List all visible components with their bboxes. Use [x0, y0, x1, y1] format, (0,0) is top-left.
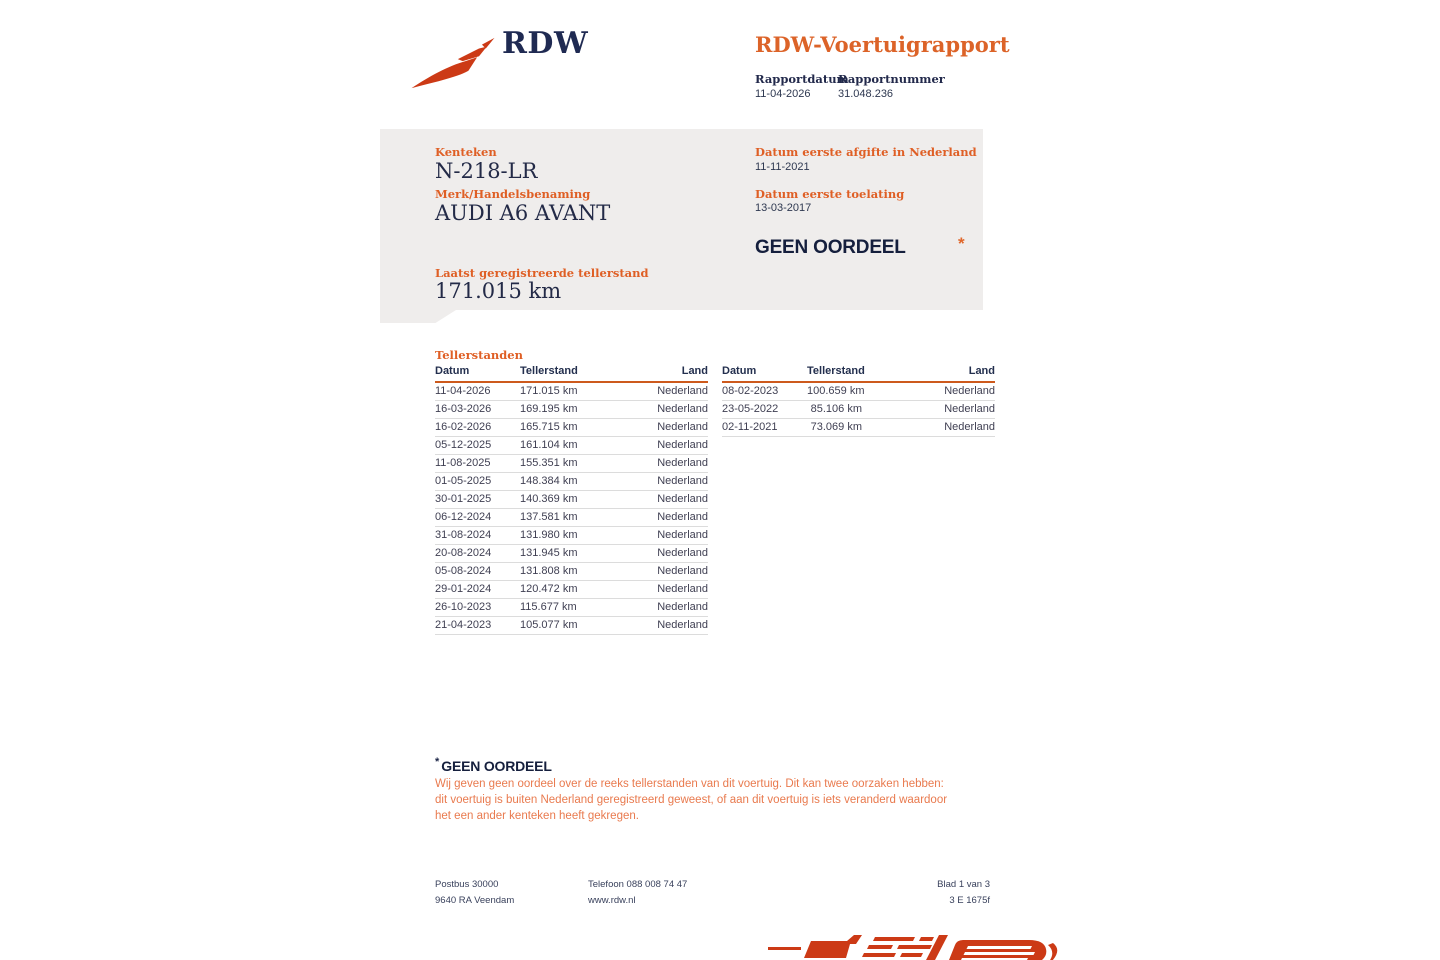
cell-tellerstand: 171.015 km: [520, 382, 575, 401]
cell-tellerstand: 105.077 km: [520, 617, 575, 635]
rapportdatum-label: Rapportdatum: [755, 72, 849, 86]
cell-land: Nederland: [575, 437, 708, 455]
cell-datum: 16-02-2026: [435, 419, 520, 437]
table-row: [435, 545, 708, 563]
table-row: [435, 455, 708, 473]
cell-tellerstand: 100.659 km: [807, 382, 862, 401]
cell-land: Nederland: [575, 473, 708, 491]
tellerstanden-table-left: [435, 365, 708, 635]
table-header-row: [722, 365, 995, 382]
cell-tellerstand: 169.195 km: [520, 401, 575, 419]
table-row: [722, 382, 995, 401]
table-row: [435, 617, 708, 635]
cell-tellerstand: 161.104 km: [520, 437, 575, 455]
table-row: [435, 382, 708, 401]
cell-datum: 29-01-2024: [435, 581, 520, 599]
cell-tellerstand: 131.980 km: [520, 527, 575, 545]
cell-tellerstand: 73.069 km: [807, 419, 862, 437]
table-row: [722, 401, 995, 419]
column-header-tellerstand: Tellerstand: [520, 365, 575, 382]
cell-land: Nederland: [575, 545, 708, 563]
table-row: [435, 599, 708, 617]
table-row: [435, 527, 708, 545]
cell-tellerstand: 131.808 km: [520, 563, 575, 581]
footer-address-line2: 9640 RA Veendam: [435, 895, 515, 906]
table-row: [722, 419, 995, 437]
footnote-asterisk-marker: *: [435, 756, 440, 768]
rdw-logo-wordmark: RDW: [502, 26, 589, 61]
table-row: [435, 581, 708, 599]
table-row: [435, 437, 708, 455]
cell-land: Nederland: [575, 527, 708, 545]
rapportnummer-label: Rapportnummer: [838, 72, 945, 86]
cell-land: Nederland: [575, 617, 708, 635]
tellerstanden-table-right: [722, 365, 995, 437]
cell-datum: 26-10-2023: [435, 599, 520, 617]
cell-land: Nederland: [575, 509, 708, 527]
cell-tellerstand: 137.581 km: [520, 509, 575, 527]
rapportdatum-value: 11-04-2026: [755, 88, 811, 100]
merk-value: AUDI A6 AVANT: [435, 201, 611, 225]
footer-address-line1: Postbus 30000: [435, 879, 499, 890]
vehicle-summary-box: [380, 129, 983, 310]
cell-datum: 20-08-2024: [435, 545, 520, 563]
cell-land: Nederland: [575, 563, 708, 581]
cell-datum: 23-05-2022: [722, 401, 807, 419]
footnote-text: Wij geven geen oordeel over de reeks tellerstanden van dit voertuig. Dit kan twee oorzaken hebben: dit voertuig is buiten Nederland geregistreerd geweest, of aan dit voertuig is iets veranderd waardoor het een ander kenteken heeft gekregen.: [435, 778, 948, 822]
column-header-tellerstand: Tellerstand: [807, 365, 862, 382]
tellerstanden-section-title: Tellerstanden: [435, 348, 523, 362]
cell-tellerstand: 155.351 km: [520, 455, 575, 473]
merk-label: Merk/Handelsbenaming: [435, 187, 591, 201]
cell-datum: 05-08-2024: [435, 563, 520, 581]
cell-land: Nederland: [575, 455, 708, 473]
cell-datum: 31-08-2024: [435, 527, 520, 545]
cell-datum: 01-05-2025: [435, 473, 520, 491]
table-row: [435, 509, 708, 527]
table-row: [435, 491, 708, 509]
oordeel-status: GEEN OORDEEL: [755, 237, 906, 258]
footer-doc-code: 3 E 1675f: [949, 895, 990, 906]
cell-tellerstand: 115.677 km: [520, 599, 575, 617]
column-header-land: Land: [575, 365, 708, 382]
table-header-row: [435, 365, 708, 382]
rdw-bottom-flourish-graphic: [763, 934, 1065, 960]
cell-datum: 08-02-2023: [722, 382, 807, 401]
cell-datum: 30-01-2025: [435, 491, 520, 509]
cell-tellerstand: 140.369 km: [520, 491, 575, 509]
cell-datum: 02-11-2021: [722, 419, 807, 437]
footer-page-indicator: Blad 1 van 3: [937, 879, 990, 890]
column-header-land: Land: [862, 365, 995, 382]
page-title: RDW-Voertuigrapport: [755, 32, 1010, 57]
cell-datum: 06-12-2024: [435, 509, 520, 527]
table-row: [435, 419, 708, 437]
table-row: [435, 401, 708, 419]
cell-tellerstand: 148.384 km: [520, 473, 575, 491]
footer-website: www.rdw.nl: [588, 895, 636, 906]
cell-land: Nederland: [862, 419, 995, 437]
cell-datum: 21-04-2023: [435, 617, 520, 635]
toelating-label: Datum eerste toelating: [755, 187, 905, 201]
cell-land: Nederland: [862, 401, 995, 419]
cell-land: Nederland: [575, 599, 708, 617]
kenteken-value: N-218-LR: [435, 159, 538, 183]
footnote-title: GEEN OORDEEL: [441, 758, 552, 774]
laatste-tellerstand-label: Laatst geregistreerde tellerstand: [435, 266, 649, 280]
oordeel-asterisk-marker: *: [958, 234, 965, 253]
cell-datum: 05-12-2025: [435, 437, 520, 455]
cell-datum: 11-08-2025: [435, 455, 520, 473]
cell-datum: 11-04-2026: [435, 382, 520, 401]
toelating-value: 13-03-2017: [755, 202, 812, 214]
table-row: [435, 563, 708, 581]
footer-phone: Telefoon 088 008 74 47: [588, 879, 688, 890]
afgifte-label: Datum eerste afgifte in Nederland: [755, 145, 977, 159]
rapportnummer-value: 31.048.236: [838, 88, 894, 100]
cell-tellerstand: 165.715 km: [520, 419, 575, 437]
laatste-tellerstand-value: 171.015 km: [435, 279, 562, 303]
cell-land: Nederland: [575, 581, 708, 599]
column-header-datum: Datum: [435, 365, 520, 382]
column-header-datum: Datum: [722, 365, 807, 382]
kenteken-label: Kenteken: [435, 145, 497, 159]
cell-land: Nederland: [575, 382, 708, 401]
cell-land: Nederland: [862, 382, 995, 401]
rdw-logo-flourish-icon: [408, 36, 498, 90]
cell-tellerstand: 85.106 km: [807, 401, 862, 419]
cell-tellerstand: 131.945 km: [520, 545, 575, 563]
footnote-heading: [435, 756, 552, 776]
table-row: [435, 473, 708, 491]
cell-land: Nederland: [575, 401, 708, 419]
cell-datum: 16-03-2026: [435, 401, 520, 419]
afgifte-value: 11-11-2021: [755, 161, 810, 173]
cell-land: Nederland: [575, 491, 708, 509]
cell-land: Nederland: [575, 419, 708, 437]
cell-tellerstand: 120.472 km: [520, 581, 575, 599]
